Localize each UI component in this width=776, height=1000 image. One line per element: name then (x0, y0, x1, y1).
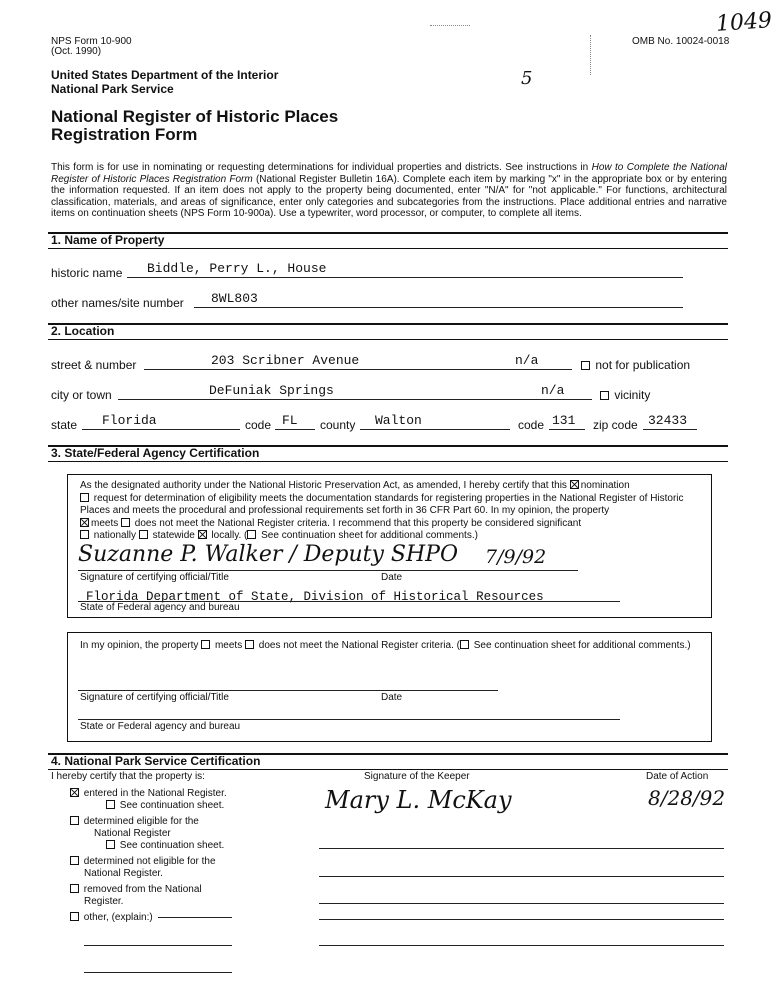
nomination-checkbox[interactable] (570, 480, 579, 489)
sig-label: Signature of certifying official/Title (80, 572, 229, 583)
historic-name-label: historic name (51, 266, 123, 280)
state-label: state (51, 418, 78, 432)
form-number: NPS Form 10-900 (51, 36, 132, 47)
vicinity: vicinity (600, 388, 650, 402)
state-field[interactable]: Florida (102, 413, 157, 428)
vicinity-checkbox[interactable] (600, 391, 609, 400)
continuation-checkbox[interactable] (247, 530, 256, 539)
statewide-checkbox[interactable] (139, 530, 148, 539)
certify-text: I hereby certify that the property is: (51, 771, 205, 782)
keeper-signature: Mary L. McKay (325, 786, 512, 814)
form-title: National Register of Historic Places Registration Form (51, 107, 339, 144)
zip-field[interactable]: 32433 (648, 413, 688, 428)
certification-text: As the designated authority under the National Historic Preservation Act, as amended, I hereby certify that this nomination request for determination of eligibility meets the documentation standards for registering properties in the National Register of Historic Places and meets the procedural and professional requirements set forth in 36 CFR Part 60. In my opinion, the property meets does not meet the National Register criteria. I recommend that this property be considered significant nationally statewide locally. ( See continuation sheet for additional comments.) (80, 480, 684, 542)
not-for-publication: not for publication (581, 358, 690, 372)
does-not-meet-checkbox[interactable] (121, 518, 130, 527)
state-code-field[interactable]: FL (282, 413, 298, 428)
street-na: n/a (515, 353, 539, 368)
opinion-text: In my opinion, the property meets does not meet the National Register criteria. ( See continuation sheet for additional comments.) (80, 640, 691, 651)
city-label: city or town (51, 388, 112, 402)
county-field[interactable]: Walton (375, 413, 422, 428)
section-4-heading: 4. National Park Service Certification (51, 754, 261, 768)
street-label: street & number (51, 358, 137, 372)
determination-checkbox[interactable] (80, 493, 89, 502)
county-code-field[interactable]: 131 (552, 413, 576, 428)
nationally-checkbox[interactable] (80, 530, 89, 539)
section-1-heading: 1. Name of Property (51, 233, 165, 247)
entered-continuation-checkbox[interactable] (106, 800, 115, 809)
not-eligible-checkbox[interactable] (70, 856, 79, 865)
county-code-label: code (518, 418, 545, 432)
section-3-heading: 3. State/Federal Agency Certification (51, 446, 260, 460)
omb-number: OMB No. 10024-0018 (632, 36, 730, 47)
date-label: Date (381, 572, 403, 583)
other-names-field[interactable]: 8WL803 (211, 291, 258, 306)
removed-checkbox[interactable] (70, 884, 79, 893)
other-checkbox[interactable] (70, 912, 79, 921)
other-names-label: other names/site number (51, 296, 184, 310)
handwritten-mark: 5 (521, 68, 533, 89)
agency-field[interactable]: Florida Department of State, Division of Historical Resources (86, 590, 544, 604)
opinion-meets-checkbox[interactable] (201, 640, 210, 649)
not-for-publication-checkbox[interactable] (581, 361, 590, 370)
service: National Park Service (51, 82, 174, 96)
eligible-checkbox[interactable] (70, 816, 79, 825)
form-date: (Oct. 1990) (51, 46, 102, 57)
locally-checkbox[interactable] (198, 530, 207, 539)
zip-label: zip code (593, 418, 638, 432)
state-code-label: code (245, 418, 272, 432)
stamp-residue (430, 25, 470, 36)
sig-label-2: Signature of certifying official/Title (80, 692, 229, 703)
department: United States Department of the Interior (51, 68, 279, 82)
certifying-date: 7/9/92 (485, 546, 547, 568)
eligible-continuation-checkbox[interactable] (106, 840, 115, 849)
date-label-2: Date (381, 692, 403, 703)
section-2-heading: 2. Location (51, 324, 115, 338)
opinion-not-meet-checkbox[interactable] (245, 640, 254, 649)
meets-checkbox[interactable] (80, 518, 89, 527)
city-na: n/a (541, 383, 565, 398)
stamp-residue-2 (590, 35, 611, 75)
agency-label: State of Federal agency and bureau (80, 602, 240, 613)
action-label: Date of Action (646, 771, 709, 782)
keeper-options: entered in the National Register. See continuation sheet. determined eligible for the National Register See continuation sheet. determined not eligible for the National Register. removed from the National Register. other, (explain:) (70, 788, 227, 924)
handwritten-number: 1049 (715, 8, 773, 37)
county-label: county (320, 418, 356, 432)
opinion-continuation-checkbox[interactable] (460, 640, 469, 649)
instructions: This form is for use in nominating or requesting determinations for individual properties and districts. See instructions in How to Complete the National Register of Historic Places Registration Form (National Register Bulletin 16A). Complete each item by marking "x" in the appropriate box or by entering the information requested. If an item does not apply to the property being documented, enter "N/A" for "not applicable." For functions, architectural classification, materials, and areas of significance, enter only categories and subcategories from the instructions. Place additional entries and narrative items on continuation sheets (NPS Form 10-900a). Use a typewriter, word processor, or computer, to complete all items. (51, 162, 728, 219)
street-field[interactable]: 203 Scribner Avenue (211, 353, 360, 368)
action-date: 8/28/92 (648, 786, 726, 810)
certifying-signature: Suzanne P. Walker / Deputy SHPO (78, 542, 459, 567)
agency-label-2: State or Federal agency and bureau (80, 721, 241, 732)
city-field[interactable]: DeFuniak Springs (209, 383, 334, 398)
keeper-label: Signature of the Keeper (364, 771, 470, 782)
entered-checkbox[interactable] (70, 788, 79, 797)
historic-name-field[interactable]: Biddle, Perry L., House (147, 261, 327, 276)
